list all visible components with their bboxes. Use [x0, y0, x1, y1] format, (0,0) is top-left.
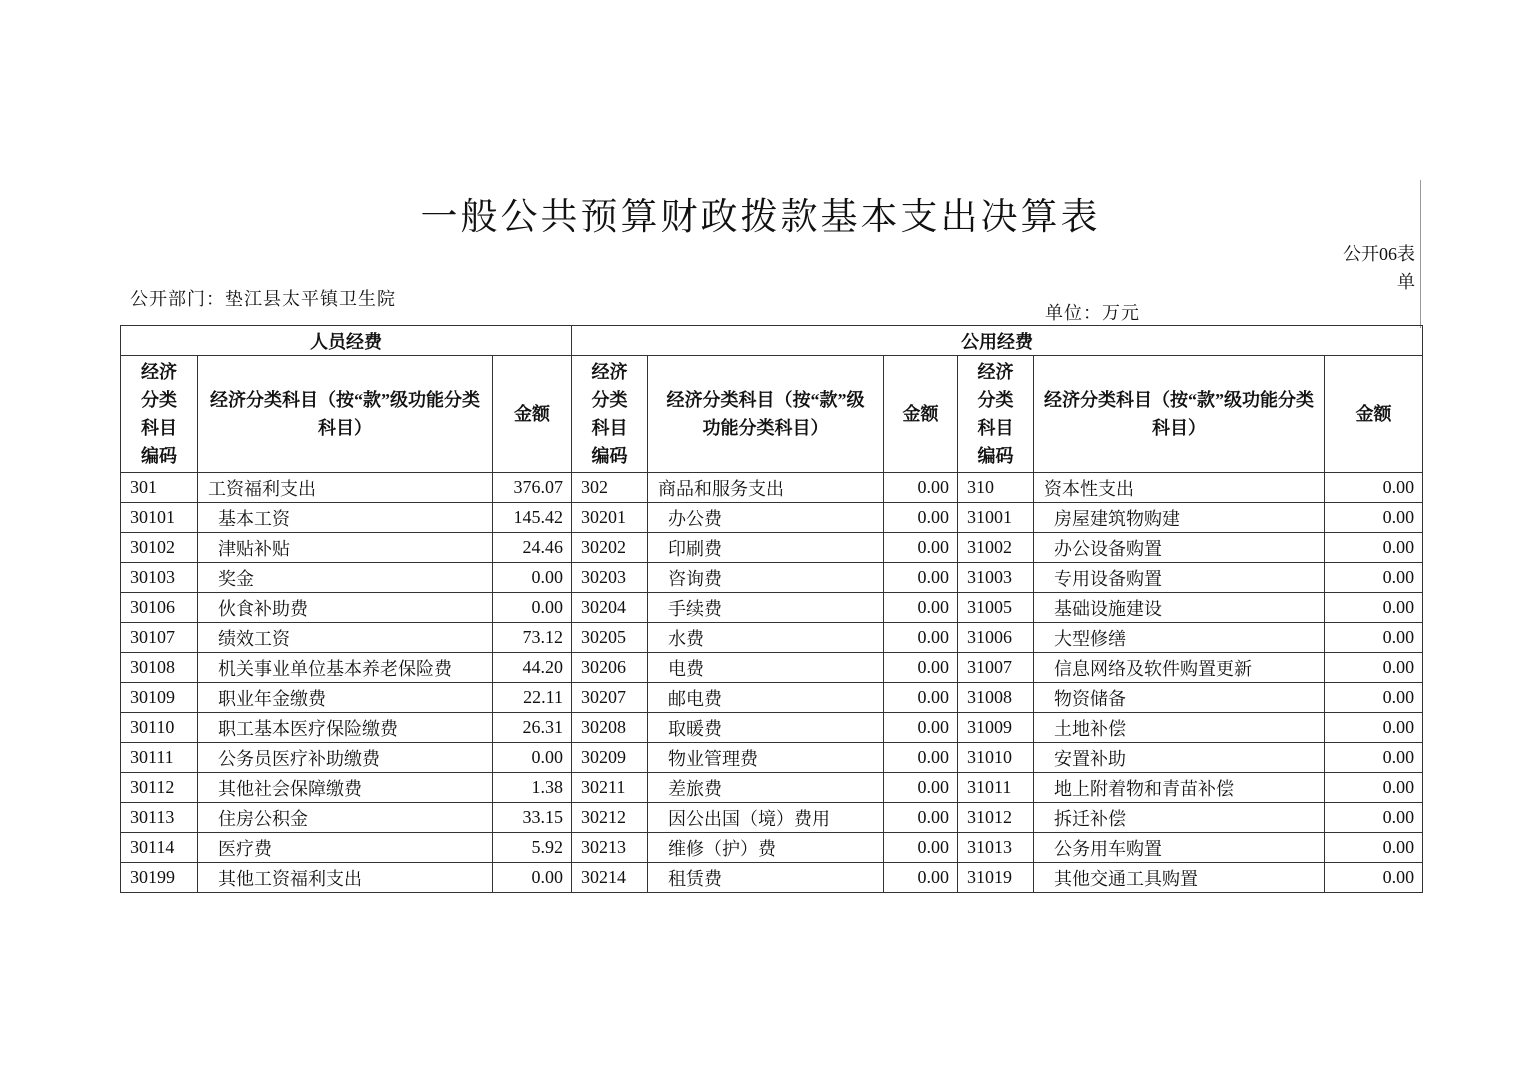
- cell-amount: 0.00: [1325, 713, 1423, 743]
- cell-code: 310: [958, 473, 1034, 503]
- cell-name: 维修（护）费: [648, 833, 884, 863]
- table-row: [121, 863, 1423, 893]
- cell-name: 办公设备购置: [1034, 533, 1325, 563]
- cell-name: 商品和服务支出: [648, 473, 884, 503]
- cell-code: 31009: [958, 713, 1034, 743]
- cell-amount: 0.00: [1325, 833, 1423, 863]
- cell-code: 30199: [121, 863, 198, 893]
- cell-name: 其他社会保障缴费: [198, 773, 493, 803]
- table-row: [121, 533, 1423, 563]
- cell-name: 机关事业单位基本养老保险费: [198, 653, 493, 683]
- cell-code: 30107: [121, 623, 198, 653]
- col-header-name: 经济分类科目（按“款”级功能分类科目）: [648, 356, 884, 473]
- cell-code: 30206: [572, 653, 648, 683]
- cell-name: 房屋建筑物购建: [1034, 503, 1325, 533]
- cell-amount: 0.00: [1325, 803, 1423, 833]
- cell-code: 301: [121, 473, 198, 503]
- cell-name: 因公出国（境）费用: [648, 803, 884, 833]
- cell-name: 安置补助: [1034, 743, 1325, 773]
- cell-code: 31013: [958, 833, 1034, 863]
- cell-code: 30111: [121, 743, 198, 773]
- cell-name: 公务用车购置: [1034, 833, 1325, 863]
- cell-code: 30112: [121, 773, 198, 803]
- cell-name: 地上附着物和青苗补偿: [1034, 773, 1325, 803]
- cell-code: 31011: [958, 773, 1034, 803]
- cell-code: 30211: [572, 773, 648, 803]
- cell-code: 30102: [121, 533, 198, 563]
- cell-amount: 5.92: [493, 833, 572, 863]
- cell-name: 电费: [648, 653, 884, 683]
- group-header-personnel: 人员经费: [121, 326, 572, 356]
- cell-amount: 0.00: [884, 473, 958, 503]
- cell-amount: 0.00: [1325, 473, 1423, 503]
- table-row: [121, 743, 1423, 773]
- department-label: 公开部门：垫江县太平镇卫生院: [130, 289, 396, 309]
- cell-amount: 0.00: [1325, 743, 1423, 773]
- cell-amount: 0.00: [1325, 623, 1423, 653]
- cell-code: 30203: [572, 563, 648, 593]
- table-row: [121, 683, 1423, 713]
- cell-code: 30208: [572, 713, 648, 743]
- col-header-code: 经济分类科目编码: [572, 356, 648, 473]
- table-row: [121, 503, 1423, 533]
- cell-name: 咨询费: [648, 563, 884, 593]
- cell-name: 奖金: [198, 563, 493, 593]
- cell-amount: 24.46: [493, 533, 572, 563]
- cell-name: 取暖费: [648, 713, 884, 743]
- cell-code: 30214: [572, 863, 648, 893]
- cell-code: 31007: [958, 653, 1034, 683]
- form-number-line1: 公开06表: [1343, 244, 1415, 264]
- cell-name: 邮电费: [648, 683, 884, 713]
- cell-name: 差旅费: [648, 773, 884, 803]
- table-row: [121, 623, 1423, 653]
- cell-name: 住房公积金: [198, 803, 493, 833]
- table-row: [121, 653, 1423, 683]
- cell-code: 30202: [572, 533, 648, 563]
- cell-amount: 0.00: [1325, 773, 1423, 803]
- cell-amount: 145.42: [493, 503, 572, 533]
- cell-code: 30108: [121, 653, 198, 683]
- cell-amount: 44.20: [493, 653, 572, 683]
- cell-code: 30209: [572, 743, 648, 773]
- table-row: [121, 833, 1423, 863]
- cell-amount: 0.00: [884, 683, 958, 713]
- cell-amount: 0.00: [884, 593, 958, 623]
- table-row: [121, 473, 1423, 503]
- cell-amount: 0.00: [1325, 863, 1423, 893]
- cell-name: 物业管理费: [648, 743, 884, 773]
- cell-amount: 0.00: [884, 833, 958, 863]
- cell-amount: 0.00: [884, 653, 958, 683]
- cell-amount: 0.00: [884, 563, 958, 593]
- cell-name: 基本工资: [198, 503, 493, 533]
- col-header-amount: 金额: [1325, 356, 1423, 473]
- cell-code: 30201: [572, 503, 648, 533]
- cell-code: 30110: [121, 713, 198, 743]
- cell-name: 大型修缮: [1034, 623, 1325, 653]
- cell-code: 30106: [121, 593, 198, 623]
- col-header-code: 经济分类科目编码: [958, 356, 1034, 473]
- cell-amount: 376.07: [493, 473, 572, 503]
- unit-label: 单位：万元: [1045, 303, 1140, 323]
- cell-code: 31010: [958, 743, 1034, 773]
- cell-code: 30213: [572, 833, 648, 863]
- cell-amount: 0.00: [493, 743, 572, 773]
- cell-amount: 0.00: [1325, 653, 1423, 683]
- cell-name: 医疗费: [198, 833, 493, 863]
- cell-name: 其他工资福利支出: [198, 863, 493, 893]
- cell-amount: 0.00: [1325, 533, 1423, 563]
- cell-code: 31012: [958, 803, 1034, 833]
- cell-amount: 0.00: [884, 533, 958, 563]
- col-header-amount: 金额: [884, 356, 958, 473]
- cell-name: 手续费: [648, 593, 884, 623]
- cell-name: 绩效工资: [198, 623, 493, 653]
- cell-name: 拆迁补偿: [1034, 803, 1325, 833]
- cell-code: 302: [572, 473, 648, 503]
- cell-code: 31005: [958, 593, 1034, 623]
- cell-amount: 73.12: [493, 623, 572, 653]
- table-row: [121, 563, 1423, 593]
- cell-name: 公务员医疗补助缴费: [198, 743, 493, 773]
- cell-code: 30204: [572, 593, 648, 623]
- cell-code: 30103: [121, 563, 198, 593]
- cell-amount: 0.00: [884, 713, 958, 743]
- page-title: 一般公共预算财政拨款基本支出决算表: [420, 195, 1101, 238]
- cell-name: 职工基本医疗保险缴费: [198, 713, 493, 743]
- cell-amount: 0.00: [493, 563, 572, 593]
- cell-name: 专用设备购置: [1034, 563, 1325, 593]
- cell-amount: 0.00: [1325, 683, 1423, 713]
- cell-code: 31006: [958, 623, 1034, 653]
- cell-amount: 22.11: [493, 683, 572, 713]
- cell-name: 资本性支出: [1034, 473, 1325, 503]
- cell-code: 30212: [572, 803, 648, 833]
- cell-code: 30109: [121, 683, 198, 713]
- cell-amount: 0.00: [884, 803, 958, 833]
- cell-code: 30101: [121, 503, 198, 533]
- cell-amount: 1.38: [493, 773, 572, 803]
- expenditure-table: [120, 325, 1423, 893]
- col-header-code: 经济分类科目编码: [121, 356, 198, 473]
- cell-name: 印刷费: [648, 533, 884, 563]
- cell-amount: 26.31: [493, 713, 572, 743]
- cell-code: 30207: [572, 683, 648, 713]
- cell-amount: 0.00: [884, 743, 958, 773]
- form-number: [1320, 240, 1415, 296]
- cell-name: 其他交通工具购置: [1034, 863, 1325, 893]
- table-row: [121, 713, 1423, 743]
- cell-code: 30113: [121, 803, 198, 833]
- cell-code: 30205: [572, 623, 648, 653]
- cell-name: 基础设施建设: [1034, 593, 1325, 623]
- cell-code: 31008: [958, 683, 1034, 713]
- cell-name: 水费: [648, 623, 884, 653]
- cell-name: 信息网络及软件购置更新: [1034, 653, 1325, 683]
- group-header-public: 公用经费: [572, 326, 1423, 356]
- cell-code: 31003: [958, 563, 1034, 593]
- cell-code: 31002: [958, 533, 1034, 563]
- cell-amount: 0.00: [1325, 593, 1423, 623]
- cell-amount: 0.00: [1325, 563, 1423, 593]
- cell-name: 办公费: [648, 503, 884, 533]
- cell-amount: 0.00: [493, 863, 572, 893]
- cell-name: 物资储备: [1034, 683, 1325, 713]
- cell-amount: 33.15: [493, 803, 572, 833]
- cell-amount: 0.00: [884, 773, 958, 803]
- table-row: [121, 773, 1423, 803]
- cell-name: 职业年金缴费: [198, 683, 493, 713]
- cell-name: 伙食补助费: [198, 593, 493, 623]
- cell-code: 31001: [958, 503, 1034, 533]
- cell-name: 津贴补贴: [198, 533, 493, 563]
- cell-amount: 0.00: [884, 503, 958, 533]
- cell-amount: 0.00: [493, 593, 572, 623]
- table-row: [121, 803, 1423, 833]
- col-header-name: 经济分类科目（按“款”级功能分类科目）: [1034, 356, 1325, 473]
- cell-code: 31019: [958, 863, 1034, 893]
- cell-amount: 0.00: [884, 623, 958, 653]
- cell-name: 工资福利支出: [198, 473, 493, 503]
- cell-code: 30114: [121, 833, 198, 863]
- col-header-amount: 金额: [493, 356, 572, 473]
- cell-amount: 0.00: [1325, 503, 1423, 533]
- form-number-line2: 单: [1397, 272, 1415, 292]
- cell-name: 租赁费: [648, 863, 884, 893]
- cell-name: 土地补偿: [1034, 713, 1325, 743]
- col-header-name: 经济分类科目（按“款”级功能分类科目）: [198, 356, 493, 473]
- cell-amount: 0.00: [884, 863, 958, 893]
- table-row: [121, 593, 1423, 623]
